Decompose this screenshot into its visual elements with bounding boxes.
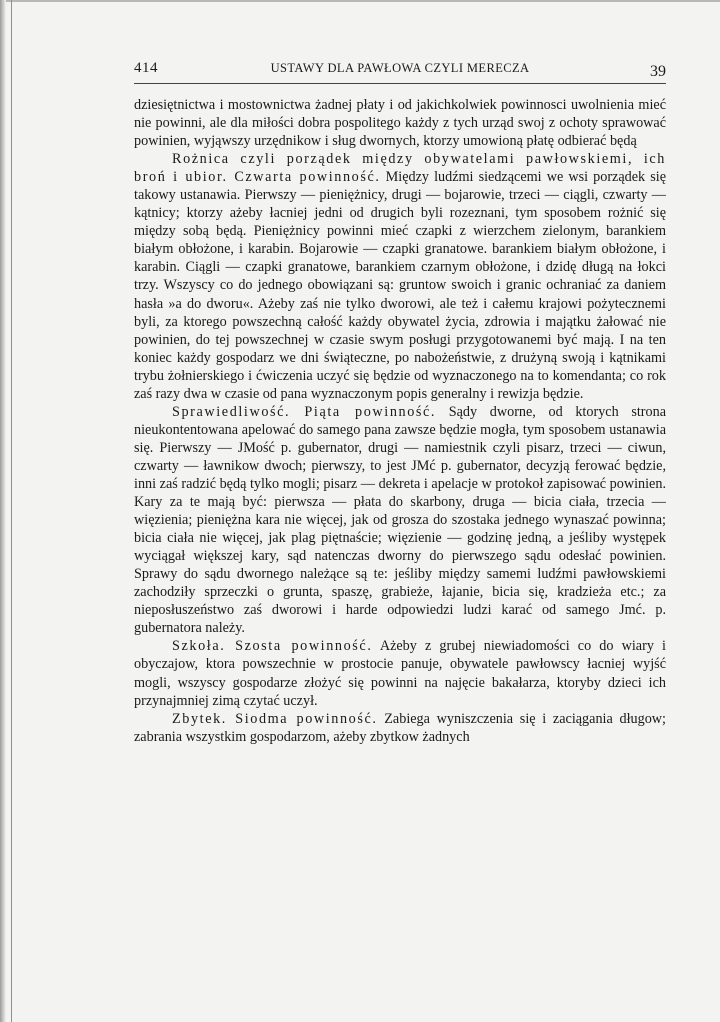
paragraph-5 bbox=[134, 710, 666, 746]
binding-shadow-line bbox=[11, 0, 12, 1022]
section-heading-czwarta: Rożnica czyli porządek między obywatelami pawłowskiemi, ich broń i ubior. Czwarta powinność. bbox=[134, 151, 666, 186]
paragraph-3-text: Sądy dworne, od ktorych strona nieukontentowana apelować do samego pana zawsze będzie mogła, tym sposobem ustanawia się. Pierwszy — JMość p. gubernator, drugi — namiestnik czyli pisarz, trzeci — ciwun, czwarty — ławnikow dwoch; pierwszy, to jest JMć p. gubernator, decyzją ferować będzie, inni zaś radzić będą tylko mogli; pisarz — dekreta i apelacje w protokoł zapisować powinien. Kary za te mają być: pierwsza — płata do skarbony, druga — bicia ciała, trzecia — więzienia; pieniężna kara nie więcej, jak od grosza do szostaka jednego wynaszać powinna; bicia ciała nie więcej, jak plag piętnaście; więzienie — godzinę jedną, a jeśliby występek wyciągał większej kary, sąd natenczas dworny do pierwszego sądu odesłać powinien. Sprawy do sądu dwornego należące są te: jeśliby między samemi ludźmi pawłowskiemi zachodziły sprzeczki o grunta, spaszę, grabieże, łajanie, bicia się, kradzieża etc.; za nieposłuszeństwo zaś dworowi i harde odpowiedzi ludzi karać od samego Jmć. p. gubernatora należy. bbox=[134, 403, 667, 637]
section-heading-piata: Sprawiedliwość. Piąta powinność. bbox=[172, 403, 437, 420]
paragraph-1 bbox=[134, 96, 666, 150]
book-binding-edge bbox=[0, 0, 6, 1022]
paragraph-2 bbox=[134, 150, 666, 403]
page-number: 414 bbox=[134, 60, 158, 76]
paragraph-1-text: dziesiętnictwa i mostownictwa żadnej płaty i od jakichkolwiek powinnosci uwolnienia mieć nie powinni, ale dla miłości dobra pospolitego każdy z tych urząd swoj z ochoty sprawować powinien, wyjąwszy urzędnikow i sług dwornych, ktorzy umowioną płatę odbierać będą bbox=[134, 97, 666, 150]
paragraph-2-text: Między ludźmi siedzącemi we wsi porządek się takowy ustanawia. Pierwszy — pieniężnicy, drugi — bojarowie, trzeci — ciągli, czwarty — kątnicy; ktorzy ażeby łacniej jedni od drugich byli rozeznani, tym sposobem rożnić się między sobą będą. Pieniężnicy powinni mieć czapki z wierzchem zielonym, barankiem białym obłożone, i karabin. Bojarowie — czapki granatowe. barankiem białym obłożone, i karabin. Ciągli — czapki granatowe, barankiem czarnym obłożone, i dzidę długą na łokci trzy. Wszyscy co do jednego obowiązani są: gruntow swoich i granic ochraniać za daniem hasła »a do dworu«. Ażeby zaś nie tylko dworowi, ale też i całemu krajowi pożytecznemi byli, za ktorego powszechną całość każdy obywatel życia, zdrowia i majątku żałować nie powinien, do tej powszechnej w czasie swym posługi przygotowanemi być mają. I na ten koniec każdy gospodarz we dni świąteczne, po nabożeństwie, z drużyną swoją i kątnikami trybu żołnierskiego i ćwiczenia uczyć się będzie od wyznaczonego na to komendanta; co rok zaś razy dwa w czasie od pana wyznaczonym popis generalny i rewizja będzie. bbox=[134, 169, 666, 402]
paragraph-4 bbox=[134, 637, 666, 709]
body-text bbox=[134, 96, 666, 746]
running-title: USTAWY DLA PAWŁOWA CZYLI MERECZA bbox=[270, 61, 530, 75]
header-rule bbox=[134, 83, 666, 84]
section-heading-siodma: Zbytek. Siodma powinność. bbox=[172, 710, 378, 727]
page-header bbox=[134, 60, 666, 82]
paragraph-4-text: Ażeby z grubej niewiadomości co do wiary i obyczajow, ktora powszechnie w prostocie panuje, obywatele pawłowscy łacniej wyjść mogli, wszyscy gospodarze złożyć się powinni na najęcie bakałarza, ktoryby dzieci ich przynajmniej zimą czytać uczył. bbox=[134, 638, 666, 709]
page-top-edge bbox=[0, 0, 720, 2]
paragraph-5-text: Zabiega wyniszczenia się i zaciągania długow; zabrania wszystkim gospodarzom, ażeby zbytkow żadnych bbox=[134, 710, 666, 745]
paragraph-3 bbox=[134, 403, 666, 638]
section-heading-szosta: Szkoła. Szosta powinność. bbox=[172, 638, 373, 655]
sheet-number: 39 bbox=[650, 63, 666, 80]
